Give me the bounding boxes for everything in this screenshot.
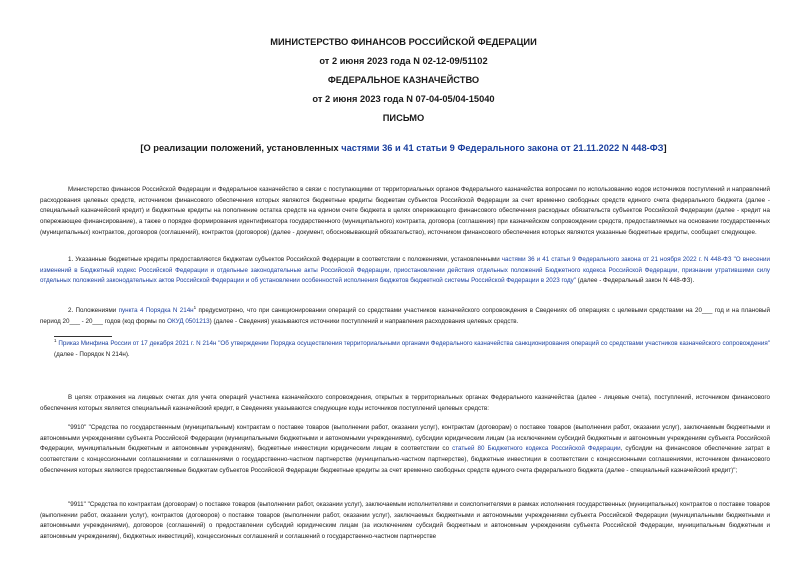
code-9910-tail: , субсидии на финансовое обеспечение затрат в соответствии с концессионными соглашениями и соглашениями о государственно-частном партнерстве (муниципально-частном партнерстве), бюджетные инвестиции в соответствии с концессионными соглашениями, источником финансового обеспечения которых являются предоставляемые бюджетам субъектов Российской Федерации бюджетные кредиты за счет временно свободных средств единого счета федерального бюджета (далее - специальный казначейский кредит)"; (40, 445, 770, 474)
paragraph-2-mid: предусмотрено, что при санкционировании операций со средствами участников казначейского сопровождения в Сведениях об операциях с целевыми средствами на 20___ год и на плановый период 20___ - 20___ годов (код формы по (40, 307, 771, 325)
paragraph-2-tail: ) (далее - Сведения) указываются источники поступлений и направления расходования целевых средств. (209, 317, 519, 325)
footnote (54, 339, 770, 360)
treasury-letter-date: от 2 июня 2023 года N 07-04-05/04-15040 (312, 94, 495, 104)
budget-code-article-80-link[interactable]: статьей 80 Бюджетного кодекса Российской Федерации (452, 445, 621, 453)
paragraph-code-9910 (40, 423, 770, 477)
document-type: ПИСЬМО (382, 113, 425, 123)
paragraph-1-tail: (далее - Федеральный закон N 448-ФЗ). (575, 277, 695, 285)
paragraph-1-text: 1. Указанные бюджетные кредиты предоставляются бюджетам субъектов Российской Федерации в соответствии с положениями, установленными (68, 256, 502, 263)
paragraph-code-9911: "9911" "Средства по контрактам (договорам) о поставке товаров (выполнении работ, оказании услуг), заключаемым исполнителями и соисполнителями в рамках исполнения государственных (муниципальных) контрактов о поставке товаров (выполнении работ, оказании услуг), контрактов (договоров) о поставке товаров (выполнении работ, оказании услуг), заключаемых бюджетными и автономными учреждениями субъекта Российской Федерации (муниципальными бюджетными и автономными учреждениями), договоров (соглашений) о предоставлении субсидий юридическим лицам (за исключением субсидий бюджетным и автономным учреждениям субъекта Российской Федерации, муниципальным бюджетным и автономным учреждениям), бюджетных инвестиций), концессионных соглашений и соглашений о государственно-частном партнерстве (40, 501, 770, 541)
treasury-title: ФЕДЕРАЛЬНОЕ КАЗНАЧЕЙСТВО (327, 75, 480, 85)
paragraph-3: В целях отражения на лицевых счетах для учета операций участника казначейского сопровождения, открытых в территориальных органах Федерального казначейства (далее - лицевые счета), поступлений, источником финансового обеспечения которых является специальный казначейский кредит, в Сведениях указываются следующие коды источников поступлений целевых средств: (40, 394, 770, 412)
subject-suffix: ] (663, 143, 667, 153)
paragraph-2-text: 2. Положениями (68, 307, 119, 314)
footnote-number: 1 (54, 337, 57, 343)
footnote-separator (54, 336, 112, 337)
ministry-title: МИНИСТЕРСТВО ФИНАНСОВ РОССИЙСКОЙ ФЕДЕРАЦИИ (270, 37, 537, 47)
subject-prefix: [О реализации положений, установленных (140, 143, 342, 153)
federal-law-448-link[interactable]: частями 36 и 41 статьи 9 Федерального закона от 21 ноября 2022 г. N 448-ФЗ "О внесении изменений в Бюджетный кодекс Российской Федерации и отдельные законодательные акты Российской Федерации, приостановлении действия отдельных положений Бюджетного кодекса Российской Федерации, признании утратившими силу отдельных положений законодательных актов Российской Федерации и об установлении особенностей исполнения бюджетов бюджетной системы Российской Федерации в 2023 году" (40, 256, 770, 285)
okud-link[interactable]: ОКУД 0501213 (167, 317, 210, 325)
paragraph-1 (40, 255, 770, 287)
ministry-letter-date: от 2 июня 2023 года N 02-12-09/51102 (319, 56, 488, 66)
subject-law-link[interactable]: частями 36 и 41 статьи 9 Федерального закона от 21.11.2022 N 448-ФЗ (341, 143, 664, 153)
footnote-order-link[interactable]: Приказ Минфина России от 17 декабря 2021 г. N 214н "Об утверждении Порядка осуществления территориальными органами Федерального казначейства санкционирования операций со средствами участников казначейского сопровождения" (58, 340, 770, 347)
code-9910-text: "9910" "Средства по государственным (муниципальным) контрактам о поставке товаров (выполнении работ, оказании услуг), контрактам (договорам) о поставке товаров (выполнении работ, оказании услуг), заключаемым бюджетными и автономными учреждениями субъекта Российской Федерации (муниципальными бюджетными и автономными учреждениями), субсидии юридическим лицам (за исключением субсидий бюджетным и автономным учреждениям субъекта Российской Федерации, муниципальным бюджетным и автономным учреждениям), бюджетные инвестиции юридическим лицам в соответствии со (40, 424, 770, 453)
intro-paragraph: Министерство финансов Российской Федерации и Федеральное казначейство в связи с поступающими от территориальных органов Федерального казначейства вопросами по использованию кодов источников поступлений и направлений расходования целевых средств, источником финансового обеспечения которых являются бюджетные кредиты бюджетам субъектов Российской Федерации за счет временно свободных средств единого счета федерального бюджета (далее - специальный казначейский кредит) и бюджетные кредиты на пополнение остатка средств на едином счете бюджета в целях опережающего финансового обеспечения расходных обязательств субъектов Российской Федерации (далее - кредит на опережающее финансирование), а также о порядке формирования идентификатора государственного (муниципального) контракта, договора (соглашения) при казначейском сопровождении средств, предоставляемых на основании государственных (муниципальных) контрактов, договоров (соглашений), контрактов (договоров) (далее - документ, обосновывающий обязательство), источником финансового обеспечения которых являются указанные бюджетные кредиты, сообщает следующее. (40, 186, 770, 236)
order-214n-link[interactable]: пункта 4 Порядка N 214н (118, 307, 194, 314)
footnote-tail: (далее - Порядок N 214н). (54, 350, 130, 358)
paragraph-2 (40, 306, 770, 327)
footnote-ref: 1 (193, 304, 197, 310)
letter-subject (0, 143, 807, 153)
